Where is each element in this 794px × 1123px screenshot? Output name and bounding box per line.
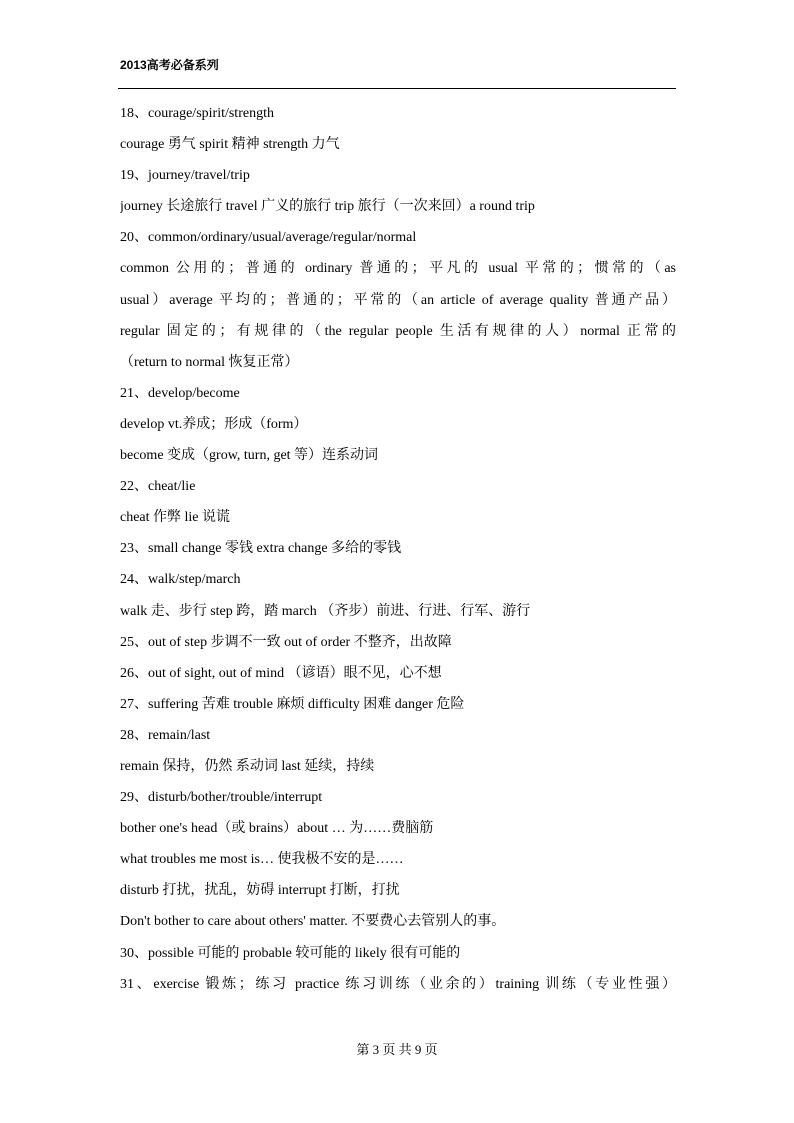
text-line: what troubles me most is… 使我极不安的是…… (120, 852, 404, 868)
text-line: 31、exercise 锻炼；练习 practice 练习训练（业余的）training 训练（专业性强） (120, 976, 676, 992)
text-line: journey 长途旅行 travel 广义的旅行 trip 旅行（一次来回）a round trip (120, 199, 535, 215)
header-divider (118, 88, 676, 89)
text-line: regular 固定的；有规律的（the regular people 生活有规律的人）normal 正常的 (120, 323, 676, 339)
text-line: 25、out of step 步调不一致 out of order 不整齐，出故障 (120, 634, 452, 650)
text-line: 26、out of sight, out of mind （谚语）眼不见，心不想 (120, 665, 442, 681)
text-line: 28、remain/last (120, 727, 211, 743)
text-line: 30、possible 可能的 probable 较可能的 likely 很有可能的 (120, 945, 461, 961)
text-line: 29、disturb/bother/trouble/interrupt (120, 790, 323, 806)
text-line: common 公用的；普通的 ordinary 普通的；平凡的 usual 平常的；惯常的（as (120, 261, 676, 277)
text-line: courage 勇气 spirit 精神 strength 力气 (120, 137, 340, 153)
text-line: develop vt.养成；形成（form） (120, 416, 308, 432)
text-line: 21、develop/become (120, 385, 240, 401)
text-line: become 变成（grow, turn, get 等）连系动词 (120, 448, 379, 464)
text-line: remain 保持，仍然 系动词 last 延续，持续 (120, 758, 375, 774)
text-line: cheat 作弊 lie 说谎 (120, 510, 231, 526)
text-line: 20、common/ordinary/usual/average/regular/normal (120, 230, 417, 246)
text-line: usual）average 平均的；普通的；平常的（an article of average quality 普通产品） (120, 292, 676, 308)
text-line: 27、suffering 苦难 trouble 麻烦 difficulty 困难 danger 危险 (120, 696, 465, 712)
text-line: Don't bother to care about others' matter. 不要费心去管别人的事。 (120, 914, 506, 930)
text-line: （return to normal 恢复正常） (120, 354, 299, 370)
text-line: 23、small change 零钱 extra change 多给的零钱 (120, 541, 402, 557)
page-number: 第 3 页 共 9 页 (356, 1042, 438, 1057)
text-line: 22、cheat/lie (120, 479, 196, 495)
header-title: 2013高考必备系列 (120, 58, 219, 72)
text-line: 18、courage/spirit/strength (120, 106, 274, 121)
text-line: 24、walk/step/march (120, 572, 241, 588)
text-line: bother one's head（或 brains）about … 为……费脑筋 (120, 821, 434, 837)
text-line: disturb 打扰，扰乱，妨碍 interrupt 打断，打扰 (120, 883, 400, 899)
text-line: 19、journey/travel/trip (120, 168, 250, 184)
text-line: walk 走、步行 step 跨，踏 march （齐步）前进、行进、行军、游行 (120, 603, 531, 619)
document-body (120, 98, 676, 1000)
